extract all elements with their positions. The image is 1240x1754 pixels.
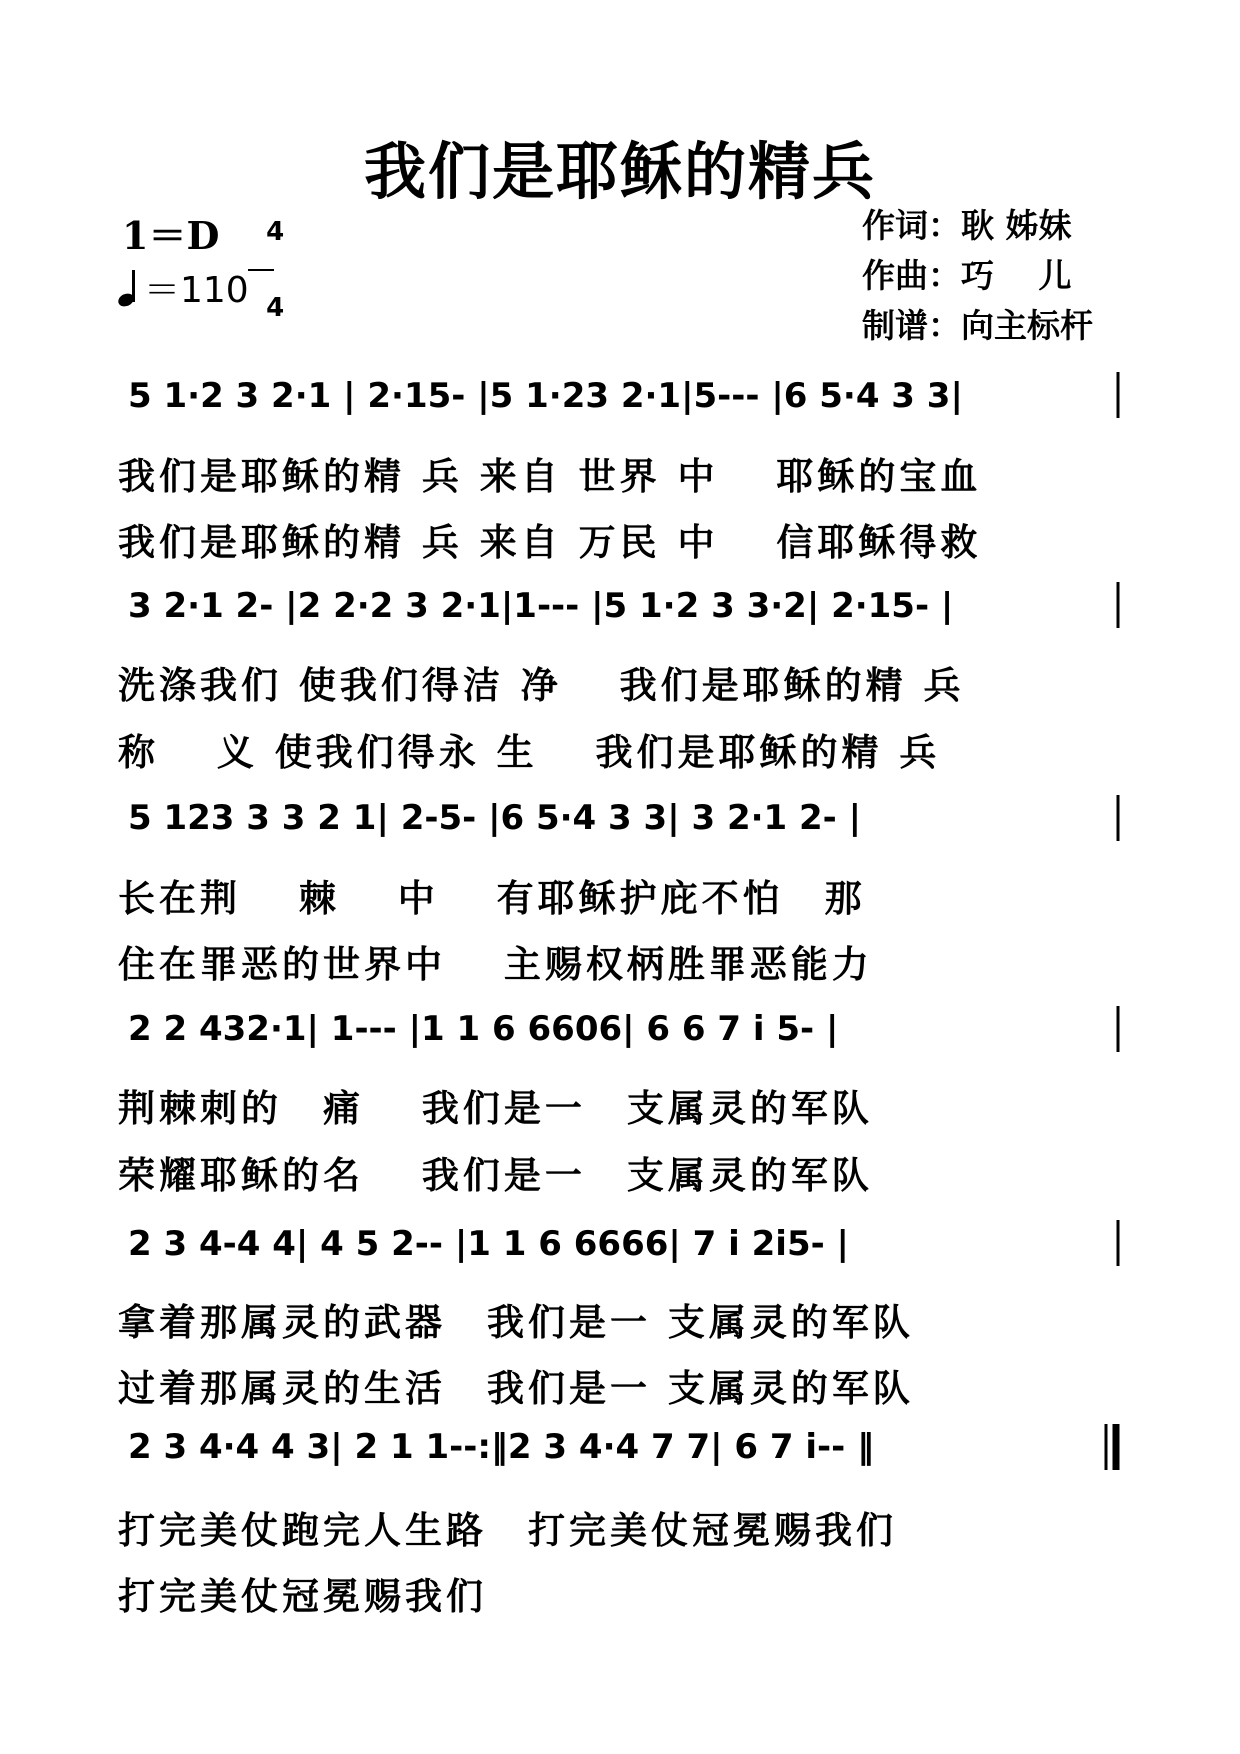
meter-bottom: 4 bbox=[266, 293, 285, 323]
lyric-line-1b: 我们是耶稣的精 兵 来自 万民 中 信耶稣得救 bbox=[118, 521, 982, 564]
notation-line-2: 3 2·1 2- |2 2·2 3 2·1|1--- |5 1·2 3 3·2| 2·15- | bbox=[128, 586, 954, 626]
meter-top: 4 bbox=[266, 217, 285, 247]
lyric-line-4b: 荣耀耶稣的名 我们是一 支属灵的军队 bbox=[118, 1154, 873, 1197]
song-title: 我们是耶稣的精兵 bbox=[363, 135, 876, 208]
composer-credit: 作曲：巧 儿 bbox=[862, 256, 1072, 295]
lyricist-credit: 作词：耿 姊妹 bbox=[862, 206, 1072, 245]
lyric-line-4a: 荆棘刺的 痛 我们是一 支属灵的军队 bbox=[118, 1087, 873, 1130]
lyric-line-2a: 洗涤我们 使我们得洁 净 我们是耶稣的精 兵 bbox=[118, 664, 965, 707]
notation-line-4: 2 2 432·1| 1--- |1 1 6 6606| 6 6 7 i 5- | bbox=[128, 1009, 839, 1049]
tempo-value: ＝110 bbox=[144, 270, 249, 311]
notation-line-6: 2 3 4·4 4 3| 2 1 1--:‖2 3 4·4 7 7| 6 7 i-- ‖ bbox=[128, 1427, 875, 1467]
lyric-line-2b: 称 义 使我们得永 生 我们是耶稣的精 兵 bbox=[118, 731, 941, 774]
lyric-line-3b: 住在罪恶的世界中 主赐权柄胜罪恶能力 bbox=[118, 943, 873, 986]
lyric-line-5b: 过着那属灵的生活 我们是一 支属灵的军队 bbox=[118, 1367, 914, 1410]
lyric-line-6a: 打完美仗跑完人生路 打完美仗冠冕赐我们 bbox=[118, 1509, 897, 1552]
notation-line-1: 5 1·2 3 2·1 | 2·15- |5 1·23 2·1|5--- |6 5·4 3 3| bbox=[128, 376, 963, 416]
lyric-line-1a: 我们是耶稣的精 兵 来自 世界 中 耶稣的宝血 bbox=[118, 455, 982, 498]
transcriber-credit: 制谱：向主标杆 bbox=[862, 306, 1093, 345]
lyric-line-6b: 打完美仗冠冕赐我们 bbox=[118, 1575, 487, 1618]
bar-lines bbox=[1106, 372, 1118, 1470]
notation-line-5: 2 3 4-4 4| 4 5 2-- |1 1 6 6666| 7 i 2i5- | bbox=[128, 1224, 849, 1264]
lyric-line-3a: 长在荆 棘 中 有耶稣护庇不怕 那 bbox=[118, 877, 866, 920]
notation-line-3: 5 123 3 3 2 1| 2-5- |6 5·4 3 3| 3 2·1 2- | bbox=[128, 798, 862, 838]
key-signature: 1＝D bbox=[122, 213, 220, 258]
lyric-line-5a: 拿着那属灵的武器 我们是一 支属灵的军队 bbox=[118, 1301, 914, 1344]
